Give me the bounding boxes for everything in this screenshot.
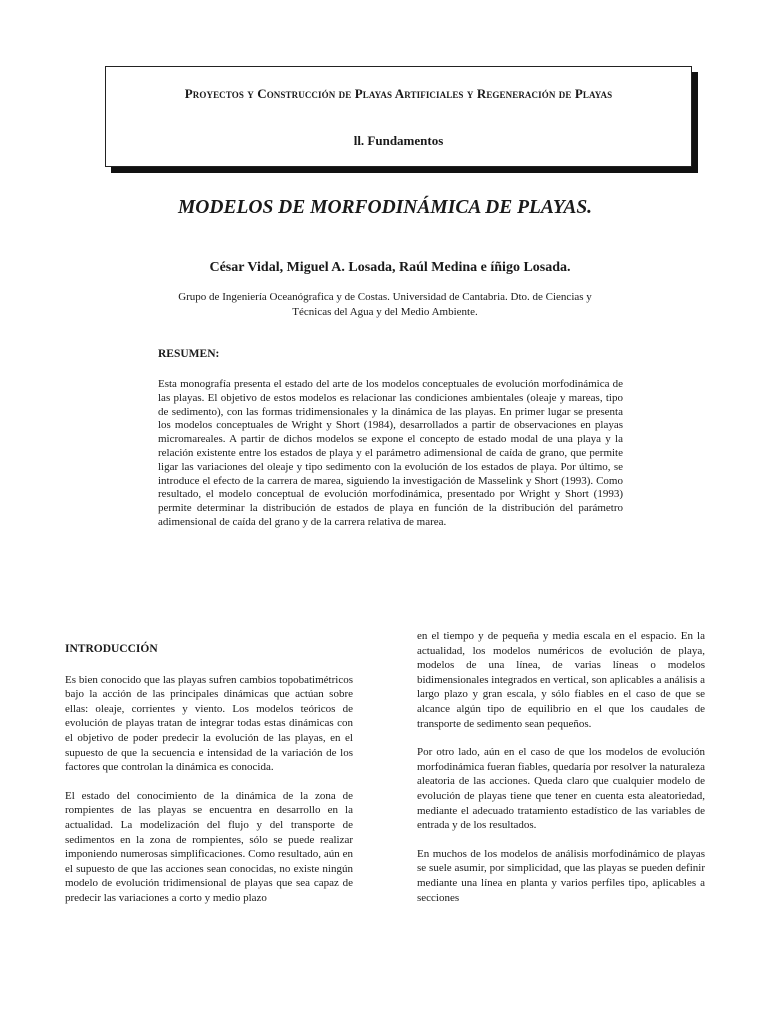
paragraph: en el tiempo y de pequeña y media escala en el espacio. En la actualidad, los modelos numéricos de evolución de playa, modelos de una línea, de varias líneas o modelos bidimensionales integrados en vertical, son aplicables a análisis a largo plazo y gran escala, y sólo fiables en el caso de que se alcance algún tipo de equilibrio en el que los caudales de transporte de sedimento sean pequeños.: [417, 630, 705, 730]
paragraph: El estado del conocimiento de la dinámica de la zona de rompientes de las playas se encuentra en desarrollo en la actualidad. La modelización del flujo y del transporte de sedimentos en la zona de rompientes, sólo se puede realizar imponiendo numerosas simplificaciones. Como resultado, aún en el supuesto de que las acciones sean conocidas, no existe ningún modelo de evolución tridimensional de playas que sea capaz de predecir las variaciones a corto y medio plazo: [65, 789, 353, 904]
paragraph: En muchos de los modelos de análisis morfodinámico de playas se suele asumir, por simplicidad, que las playas se pueden definir mediante una línea en planta y varios perfiles tipo, aplicables a secciones: [417, 847, 705, 904]
paper-title: MODELOS DE MORFODINÁMICA DE PLAYAS.: [177, 197, 593, 218]
abstract-text: Esta monografía presenta el estado del arte de los modelos conceptuales de evolución morfodinámica de las playas. El objetivo de estos modelos es relacionar las condiciones ambientales (oleaje y mareas, tipo de sedimento), con las formas tridimensionales y la dinámica de las playas. En primer lugar se presenta los modelos conceptuales de Wright y Short (1984), desarrollados a partir de observaciones en playas micromareales. A partir de dichos modelos se expone el concepto de estado modal de una playa y la relación existente entre los estados de playa y el parámetro adimensional de caída de grano, que permite ligar las variaciones del oleaje y tipo sedimento con la evolución de los estados de playa. Por último, se introduce el efecto de la carrera de marea, siguiendo la investigación de Masselink y Short (1993). Como resultado, el modelo conceptual de evolución morfodinámica, presentado por Wright y Short (1993) permite determinar la distribución de estados de playa en función de la distribución del parámetro adimensional de caída del grano y de la carrera relativa de marea.: [158, 378, 623, 528]
authors: César Vidal, Miguel A. Losada, Raúl Medina e íñigo Losada.: [209, 260, 571, 275]
paragraph: Es bien conocido que las playas sufren cambios topobatimétricos bajo la acción de las principales dinámicas que actúan sobre ellas: oleaje, corrientes y viento. Los modelos teóricos de evolución de playas tratan de integrar todas estas dinámicas con el objetivo de poder predecir la evolución de las playas, en el supuesto de que la secuencia e intensidad de la variación de los factores que controlan la dinámica es conocida.: [65, 673, 353, 774]
section-title: ll. Fundamentos: [353, 133, 444, 148]
left-column: [65, 642, 353, 920]
abstract-heading: RESUMEN:: [158, 348, 220, 360]
right-column: [417, 629, 705, 919]
paragraph: Por otro lado, aún en el caso de que los modelos de evolución morfodinámica fueran fiables, quedaría por resolver la naturaleza aleatoria de las acciones. Queda claro que cualquier modelo de evolución de playas tiene que tener en cuenta esta aleatoriedad, mediante el adecuado tratamiento estadístico de las variables de entrada y de los resultados.: [417, 746, 705, 832]
series-title: Proyectos y Construcción de Playas Artificiales y Regeneración de Playas: [184, 86, 613, 101]
header-box: [105, 66, 692, 167]
intro-heading: INTRODUCCIÓN: [65, 643, 158, 655]
affiliation: Grupo de Ingeniería Oceanógrafica y de Costas. Universidad de Cantabria. Dto. de Ciencias y Técnicas del Agua y del Medio Ambiente.: [178, 291, 592, 318]
